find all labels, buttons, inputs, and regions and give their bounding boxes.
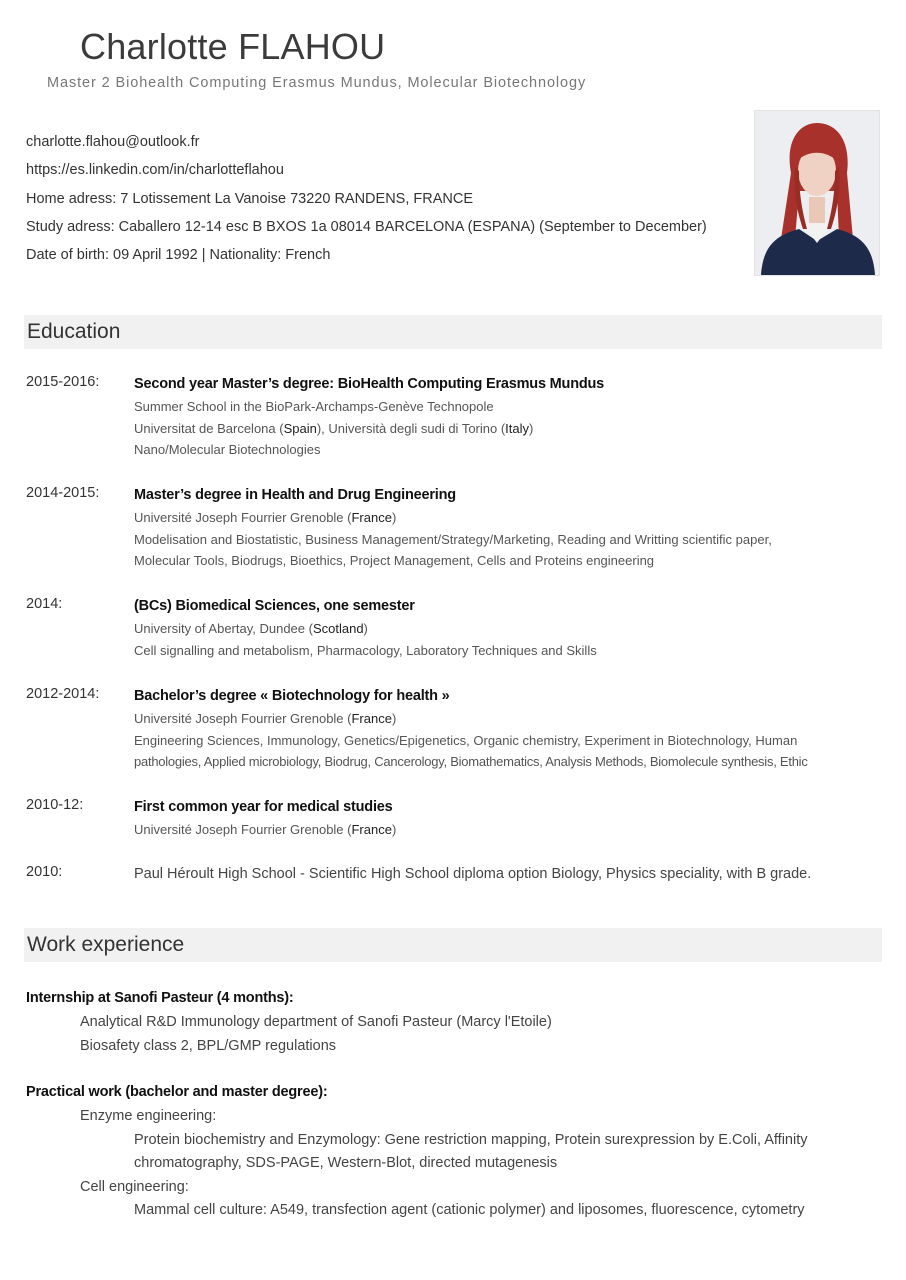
study-address-line: Study adress: Caballero 12-14 esc B BXOS 1a 08014 BARCELONA (ESPANA) (September to December) bbox=[26, 218, 707, 235]
work-detail: Biosafety class 2, BPL/GMP regulations bbox=[80, 1037, 337, 1054]
education-year: 2010-12: bbox=[26, 797, 84, 813]
education-detail: University of Abertay, Dundee (Scotland) bbox=[134, 621, 368, 636]
birth-nationality-line: Date of birth: 09 April 1992 | Nationality: French bbox=[26, 247, 331, 264]
email-line[interactable]: charlotte.flahou@outlook.fr bbox=[26, 134, 200, 150]
work-entry-internship bbox=[26, 988, 886, 1059]
section-heading-education: Education bbox=[24, 315, 882, 349]
education-detail: Paul Héroult High School - Scientific High School diploma option Biology, Physics speciality, with B grade. bbox=[134, 866, 812, 882]
education-year: 2012-2014: bbox=[26, 686, 100, 702]
person-portrait-icon bbox=[755, 111, 879, 275]
work-entry-practical bbox=[26, 1082, 886, 1224]
education-year: 2014: bbox=[26, 596, 63, 612]
education-title: Master’s degree in Health and Drug Engineering bbox=[134, 487, 456, 503]
education-detail: Nano/Molecular Biotechnologies bbox=[134, 442, 321, 457]
work-detail: chromatography, SDS-PAGE, Western-Blot, directed mutagenesis bbox=[134, 1155, 558, 1171]
education-detail: pathologies, Applied microbiology, Biodrug, Cancerology, Biomathematics, Analysis Methods, Biomolecule synthesis, Ethic bbox=[134, 754, 808, 769]
profile-photo bbox=[754, 110, 880, 276]
work-title: Practical work (bachelor and master degree): bbox=[26, 1084, 328, 1100]
education-detail: Summer School in the BioPark-Archamps-Genève Technopole bbox=[134, 399, 494, 414]
education-detail: Molecular Tools, Biodrugs, Bioethics, Project Management, Cells and Proteins engineering bbox=[134, 553, 655, 568]
education-title: Second year Master’s degree: BioHealth Computing Erasmus Mundus bbox=[134, 376, 605, 392]
education-year: 2014-2015: bbox=[26, 485, 100, 501]
education-year: 2015-2016: bbox=[26, 374, 100, 390]
work-detail: Mammal cell culture: A549, transfection agent (cationic polymer) and liposomes, fluorescence, cytometry bbox=[134, 1202, 805, 1218]
work-title: Internship at Sanofi Pasteur (4 months): bbox=[26, 990, 294, 1006]
education-year: 2010: bbox=[26, 864, 63, 880]
home-address-line: Home adress: 7 Lotissement La Vanoise 73220 RANDENS, FRANCE bbox=[26, 190, 474, 207]
cv-name: Charlotte FLAHOU bbox=[80, 26, 386, 67]
contact-block bbox=[26, 132, 736, 273]
section-heading-work-experience: Work experience bbox=[24, 928, 882, 962]
education-detail: Universitat de Barcelona (Spain), Università degli sudi di Torino (Italy) bbox=[134, 420, 534, 436]
education-title: Bachelor’s degree « Biotechnology for health » bbox=[134, 688, 450, 704]
work-subheading: Enzyme engineering: bbox=[80, 1108, 217, 1124]
education-title: (BCs) Biomedical Sciences, one semester bbox=[134, 598, 415, 614]
work-detail: Analytical R&D Immunology department of Sanofi Pasteur (Marcy l'Etoile) bbox=[80, 1014, 552, 1030]
education-detail: Université Joseph Fourrier Grenoble (France) bbox=[134, 711, 397, 726]
linkedin-line[interactable]: https://es.linkedin.com/in/charlotteflahou bbox=[26, 162, 284, 179]
education-detail: Modelisation and Biostatistic, Business Management/Strategy/Marketing, Reading and Writting scientific paper, bbox=[134, 531, 772, 547]
work-detail: Protein biochemistry and Enzymology: Gene restriction mapping, Protein surexpression by E.Coli, Affinity bbox=[134, 1131, 808, 1148]
cv-subtitle: Master 2 Biohealth Computing Erasmus Mundus, Molecular Biotechnology bbox=[47, 75, 587, 91]
education-title: First common year for medical studies bbox=[134, 799, 393, 815]
education-detail: Université Joseph Fourrier Grenoble (France) bbox=[134, 510, 397, 525]
education-detail: Université Joseph Fourrier Grenoble (France) bbox=[134, 822, 397, 837]
education-detail: Cell signalling and metabolism, Pharmacology, Laboratory Techniques and Skills bbox=[134, 642, 597, 658]
work-subheading: Cell engineering: bbox=[80, 1178, 189, 1195]
education-detail: Engineering Sciences, Immunology, Genetics/Epigenetics, Organic chemistry, Experiment in Biotechnology, Human bbox=[134, 732, 798, 748]
